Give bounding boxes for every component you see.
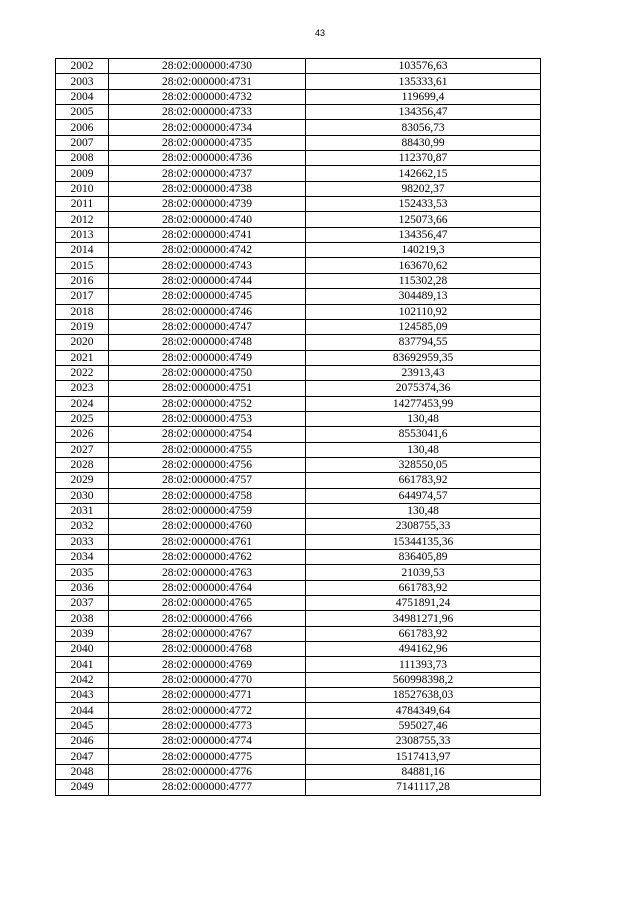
table-row	[56, 657, 541, 672]
table-row	[56, 365, 541, 380]
table-row	[56, 519, 541, 534]
value-cell: 130,48	[306, 503, 541, 518]
row-number-cell: 2023	[56, 381, 109, 396]
table-row	[56, 626, 541, 641]
table-row	[56, 473, 541, 488]
cadastral-number-cell: 28:02:000000:4748	[109, 335, 306, 350]
table-row	[56, 151, 541, 166]
value-cell: 112370,87	[306, 151, 541, 166]
cadastral-number-cell: 28:02:000000:4764	[109, 580, 306, 595]
row-number-cell: 2043	[56, 688, 109, 703]
table-row	[56, 304, 541, 319]
value-cell: 130,48	[306, 411, 541, 426]
row-number-cell: 2035	[56, 565, 109, 580]
cadastral-number-cell: 28:02:000000:4743	[109, 258, 306, 273]
table-row	[56, 350, 541, 365]
row-number-cell: 2007	[56, 135, 109, 150]
table-row	[56, 227, 541, 242]
page-number: 43	[314, 28, 325, 38]
table-row	[56, 319, 541, 334]
row-number-cell: 2024	[56, 396, 109, 411]
value-cell: 4751891,24	[306, 596, 541, 611]
table-row	[56, 89, 541, 104]
cadastral-number-cell: 28:02:000000:4734	[109, 120, 306, 135]
row-number-cell: 2005	[56, 105, 109, 120]
row-number-cell: 2041	[56, 657, 109, 672]
cadastral-number-cell: 28:02:000000:4772	[109, 703, 306, 718]
row-number-cell: 2012	[56, 212, 109, 227]
table-row	[56, 427, 541, 442]
cadastral-number-cell: 28:02:000000:4730	[109, 59, 306, 74]
row-number-cell: 2036	[56, 580, 109, 595]
value-cell: 644974,57	[306, 488, 541, 503]
cadastral-number-cell: 28:02:000000:4756	[109, 457, 306, 472]
cadastral-number-cell: 28:02:000000:4762	[109, 550, 306, 565]
value-cell: 14277453,99	[306, 396, 541, 411]
row-number-cell: 2003	[56, 74, 109, 89]
value-cell: 111393,73	[306, 657, 541, 672]
row-number-cell: 2025	[56, 411, 109, 426]
row-number-cell: 2033	[56, 534, 109, 549]
table-row	[56, 273, 541, 288]
cadastral-number-cell: 28:02:000000:4732	[109, 89, 306, 104]
cadastral-number-cell: 28:02:000000:4768	[109, 642, 306, 657]
cadastral-number-cell: 28:02:000000:4745	[109, 289, 306, 304]
row-number-cell: 2039	[56, 626, 109, 641]
table-body	[56, 59, 541, 796]
cadastral-number-cell: 28:02:000000:4769	[109, 657, 306, 672]
row-number-cell: 2019	[56, 319, 109, 334]
value-cell: 130,48	[306, 442, 541, 457]
cadastral-number-cell: 28:02:000000:4744	[109, 273, 306, 288]
value-cell: 152433,53	[306, 197, 541, 212]
row-number-cell: 2004	[56, 89, 109, 104]
table-row	[56, 105, 541, 120]
table-row	[56, 212, 541, 227]
row-number-cell: 2028	[56, 457, 109, 472]
cadastral-number-cell: 28:02:000000:4771	[109, 688, 306, 703]
row-number-cell: 2034	[56, 550, 109, 565]
cadastral-number-cell: 28:02:000000:4763	[109, 565, 306, 580]
value-cell: 1517413,97	[306, 749, 541, 764]
table-row	[56, 550, 541, 565]
table-row	[56, 503, 541, 518]
value-cell: 8553041,6	[306, 427, 541, 442]
cadastral-number-cell: 28:02:000000:4749	[109, 350, 306, 365]
cadastral-number-cell: 28:02:000000:4735	[109, 135, 306, 150]
value-cell: 125073,66	[306, 212, 541, 227]
row-number-cell: 2026	[56, 427, 109, 442]
cadastral-table	[55, 58, 541, 796]
table-row	[56, 749, 541, 764]
cadastral-number-cell: 28:02:000000:4753	[109, 411, 306, 426]
cadastral-number-cell: 28:02:000000:4773	[109, 718, 306, 733]
value-cell: 560998398,2	[306, 672, 541, 687]
value-cell: 84881,16	[306, 764, 541, 779]
table-row	[56, 59, 541, 74]
cadastral-number-cell: 28:02:000000:4770	[109, 672, 306, 687]
table-row	[56, 135, 541, 150]
cadastral-number-cell: 28:02:000000:4752	[109, 396, 306, 411]
cadastral-number-cell: 28:02:000000:4742	[109, 243, 306, 258]
value-cell: 83056,73	[306, 120, 541, 135]
table-row	[56, 243, 541, 258]
row-number-cell: 2017	[56, 289, 109, 304]
value-cell: 142662,15	[306, 166, 541, 181]
row-number-cell: 2021	[56, 350, 109, 365]
table-row	[56, 596, 541, 611]
table-row	[56, 703, 541, 718]
cadastral-number-cell: 28:02:000000:4761	[109, 534, 306, 549]
cadastral-number-cell: 28:02:000000:4736	[109, 151, 306, 166]
row-number-cell: 2030	[56, 488, 109, 503]
table-row	[56, 457, 541, 472]
row-number-cell: 2045	[56, 718, 109, 733]
value-cell: 2075374,36	[306, 381, 541, 396]
cadastral-number-cell: 28:02:000000:4751	[109, 381, 306, 396]
table-row	[56, 120, 541, 135]
row-number-cell: 2044	[56, 703, 109, 718]
row-number-cell: 2038	[56, 611, 109, 626]
table-row	[56, 734, 541, 749]
cadastral-number-cell: 28:02:000000:4733	[109, 105, 306, 120]
value-cell: 23913,43	[306, 365, 541, 380]
value-cell: 21039,53	[306, 565, 541, 580]
row-number-cell: 2022	[56, 365, 109, 380]
table-row	[56, 442, 541, 457]
value-cell: 140219,3	[306, 243, 541, 258]
row-number-cell: 2047	[56, 749, 109, 764]
table-row	[56, 780, 541, 795]
value-cell: 18527638,03	[306, 688, 541, 703]
table-row	[56, 688, 541, 703]
value-cell: 661783,92	[306, 580, 541, 595]
value-cell: 119699,4	[306, 89, 541, 104]
row-number-cell: 2002	[56, 59, 109, 74]
table-row	[56, 396, 541, 411]
row-number-cell: 2006	[56, 120, 109, 135]
cadastral-number-cell: 28:02:000000:4776	[109, 764, 306, 779]
row-number-cell: 2009	[56, 166, 109, 181]
value-cell: 34981271,96	[306, 611, 541, 626]
row-number-cell: 2029	[56, 473, 109, 488]
table-row	[56, 611, 541, 626]
row-number-cell: 2010	[56, 181, 109, 196]
row-number-cell: 2040	[56, 642, 109, 657]
cadastral-number-cell: 28:02:000000:4757	[109, 473, 306, 488]
value-cell: 2308755,33	[306, 519, 541, 534]
cadastral-number-cell: 28:02:000000:4739	[109, 197, 306, 212]
cadastral-number-cell: 28:02:000000:4758	[109, 488, 306, 503]
value-cell: 4784349,64	[306, 703, 541, 718]
row-number-cell: 2042	[56, 672, 109, 687]
value-cell: 328550,05	[306, 457, 541, 472]
table-row	[56, 166, 541, 181]
value-cell: 88430,99	[306, 135, 541, 150]
row-number-cell: 2048	[56, 764, 109, 779]
cadastral-number-cell: 28:02:000000:4754	[109, 427, 306, 442]
table-row	[56, 74, 541, 89]
row-number-cell: 2018	[56, 304, 109, 319]
value-cell: 134356,47	[306, 105, 541, 120]
cadastral-number-cell: 28:02:000000:4738	[109, 181, 306, 196]
row-number-cell: 2027	[56, 442, 109, 457]
table-row	[56, 488, 541, 503]
value-cell: 661783,92	[306, 626, 541, 641]
value-cell: 124585,09	[306, 319, 541, 334]
value-cell: 115302,28	[306, 273, 541, 288]
table-row	[56, 181, 541, 196]
cadastral-number-cell: 28:02:000000:4777	[109, 780, 306, 795]
cadastral-number-cell: 28:02:000000:4766	[109, 611, 306, 626]
cadastral-number-cell: 28:02:000000:4774	[109, 734, 306, 749]
cadastral-number-cell: 28:02:000000:4767	[109, 626, 306, 641]
value-cell: 7141117,28	[306, 780, 541, 795]
value-cell: 103576,63	[306, 59, 541, 74]
value-cell: 836405,89	[306, 550, 541, 565]
cadastral-number-cell: 28:02:000000:4775	[109, 749, 306, 764]
row-number-cell: 2016	[56, 273, 109, 288]
value-cell: 134356,47	[306, 227, 541, 242]
value-cell: 98202,37	[306, 181, 541, 196]
value-cell: 15344135,36	[306, 534, 541, 549]
row-number-cell: 2008	[56, 151, 109, 166]
row-number-cell: 2020	[56, 335, 109, 350]
cadastral-number-cell: 28:02:000000:4737	[109, 166, 306, 181]
row-number-cell: 2037	[56, 596, 109, 611]
table-row	[56, 411, 541, 426]
row-number-cell: 2014	[56, 243, 109, 258]
value-cell: 83692959,35	[306, 350, 541, 365]
value-cell: 661783,92	[306, 473, 541, 488]
table-row	[56, 335, 541, 350]
table-row	[56, 764, 541, 779]
value-cell: 837794,55	[306, 335, 541, 350]
table-row	[56, 289, 541, 304]
cadastral-number-cell: 28:02:000000:4760	[109, 519, 306, 534]
value-cell: 163670,62	[306, 258, 541, 273]
value-cell: 135333,61	[306, 74, 541, 89]
table-row	[56, 642, 541, 657]
row-number-cell: 2031	[56, 503, 109, 518]
table-row	[56, 197, 541, 212]
row-number-cell: 2049	[56, 780, 109, 795]
value-cell: 102110,92	[306, 304, 541, 319]
value-cell: 304489,13	[306, 289, 541, 304]
cadastral-number-cell: 28:02:000000:4746	[109, 304, 306, 319]
row-number-cell: 2015	[56, 258, 109, 273]
row-number-cell: 2011	[56, 197, 109, 212]
table-row	[56, 381, 541, 396]
row-number-cell: 2013	[56, 227, 109, 242]
value-cell: 595027,46	[306, 718, 541, 733]
row-number-cell: 2046	[56, 734, 109, 749]
row-number-cell: 2032	[56, 519, 109, 534]
cadastral-number-cell: 28:02:000000:4759	[109, 503, 306, 518]
table-row	[56, 534, 541, 549]
cadastral-number-cell: 28:02:000000:4741	[109, 227, 306, 242]
cadastral-number-cell: 28:02:000000:4740	[109, 212, 306, 227]
cadastral-number-cell: 28:02:000000:4731	[109, 74, 306, 89]
table-row	[56, 258, 541, 273]
cadastral-number-cell: 28:02:000000:4755	[109, 442, 306, 457]
value-cell: 494162,96	[306, 642, 541, 657]
cadastral-number-cell: 28:02:000000:4765	[109, 596, 306, 611]
table-row	[56, 672, 541, 687]
table-row	[56, 565, 541, 580]
cadastral-number-cell: 28:02:000000:4747	[109, 319, 306, 334]
table-row	[56, 580, 541, 595]
cadastral-number-cell: 28:02:000000:4750	[109, 365, 306, 380]
table-row	[56, 718, 541, 733]
value-cell: 2308755,33	[306, 734, 541, 749]
